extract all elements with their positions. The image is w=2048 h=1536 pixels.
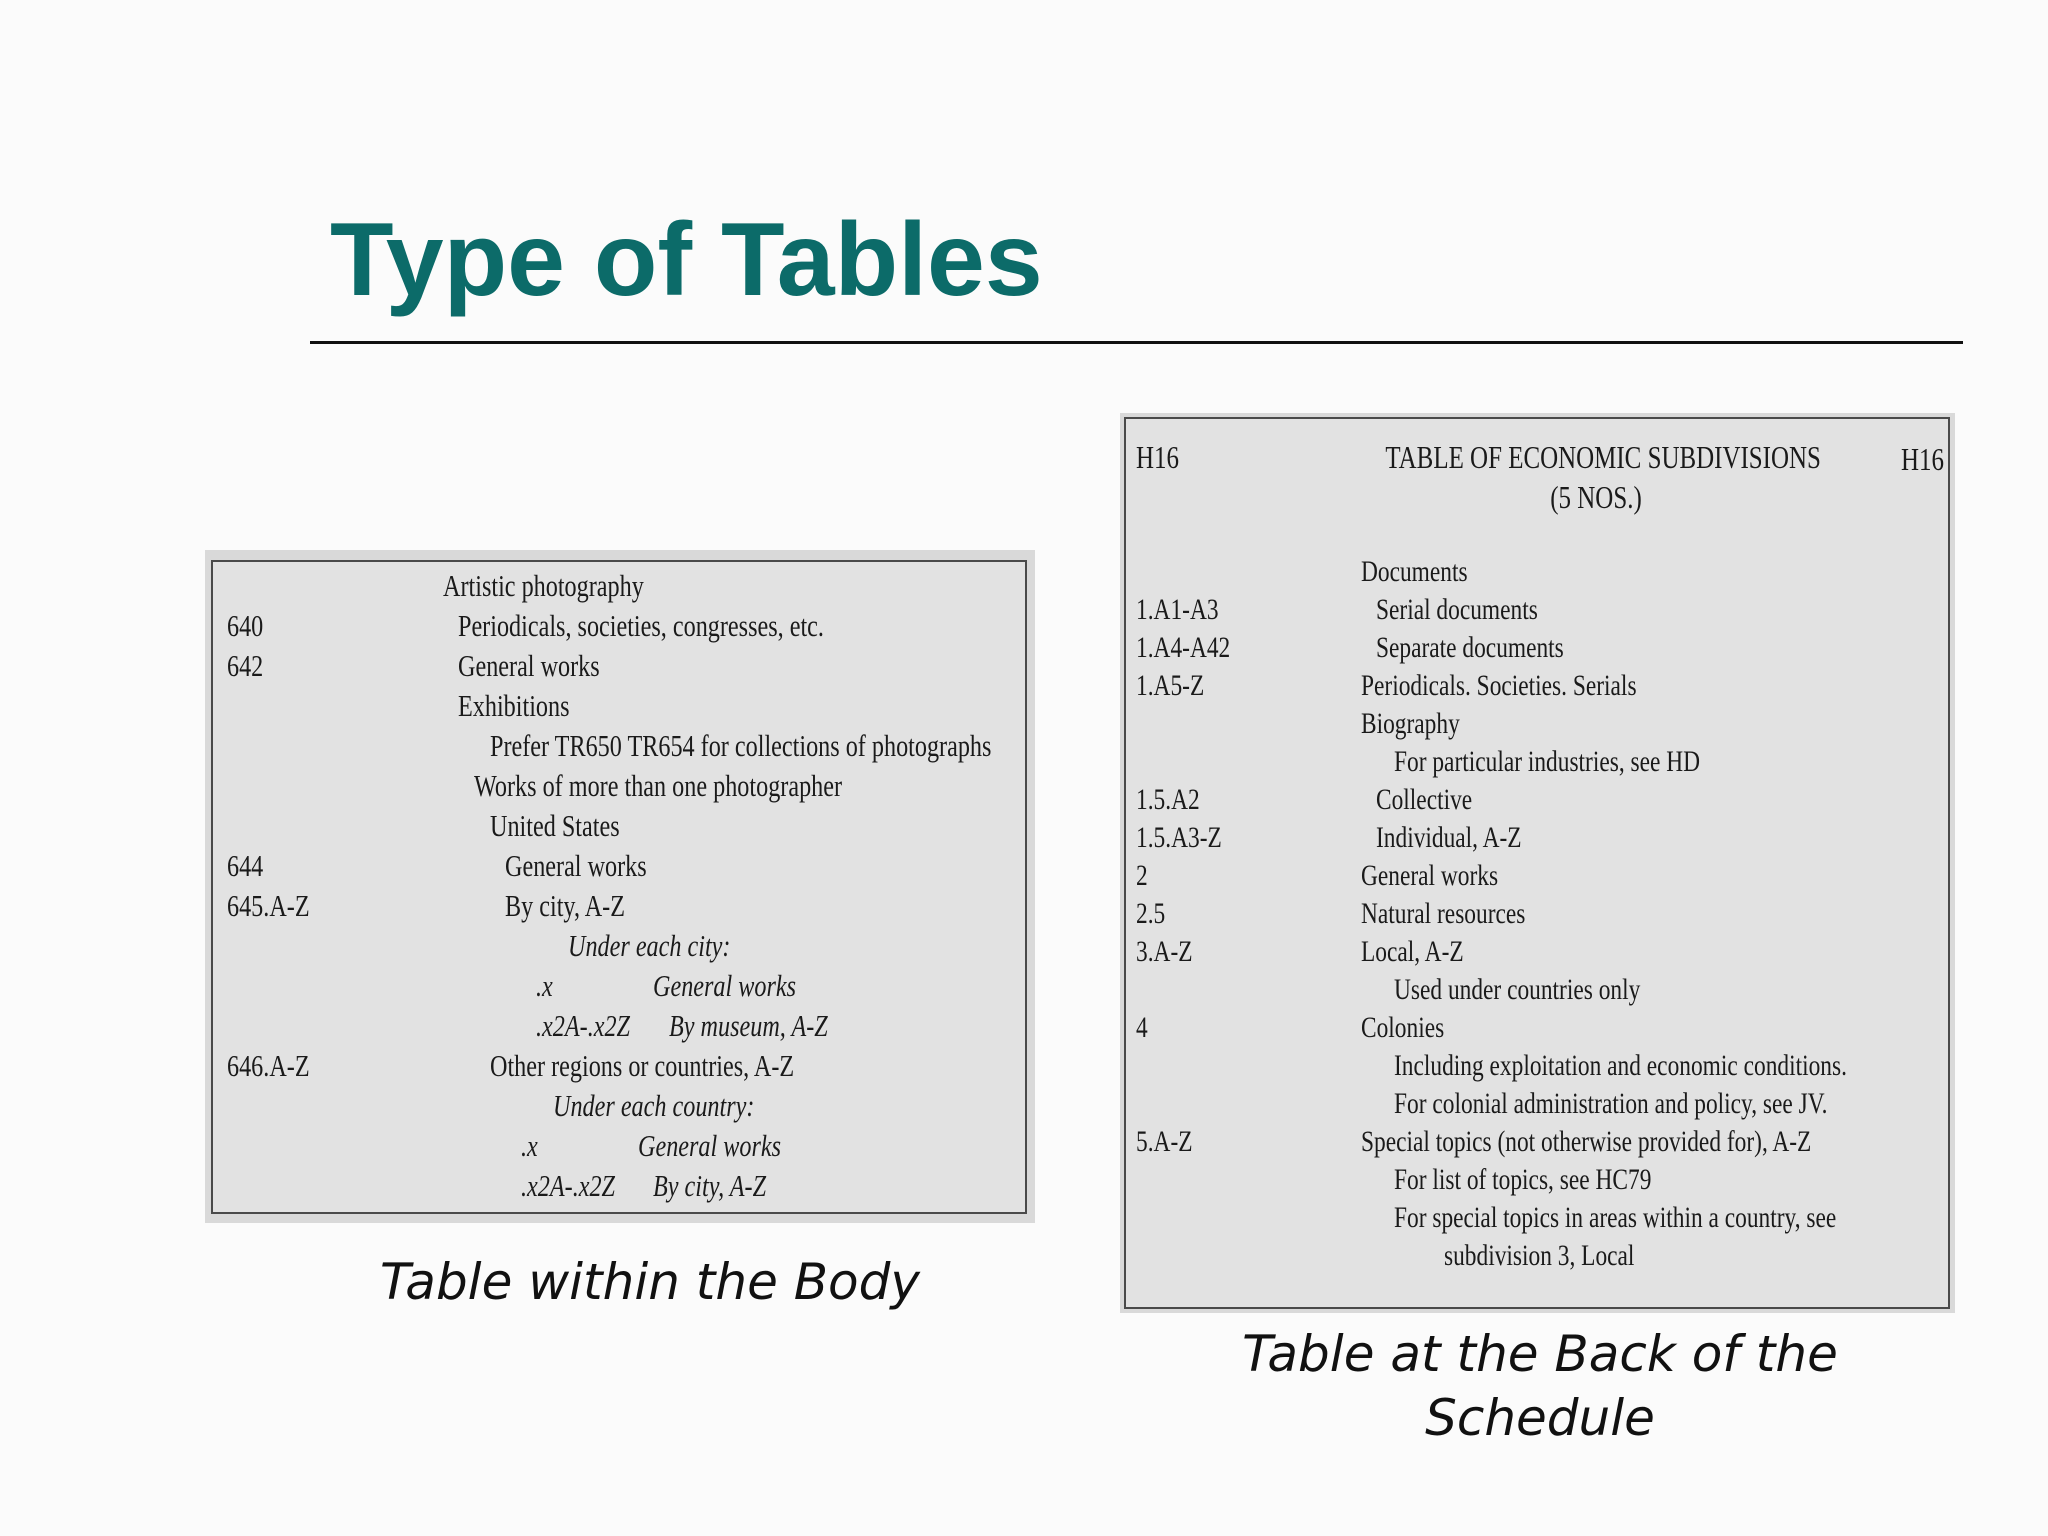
table-row-text: General works: [1361, 859, 1499, 892]
table-row-text-secondary: By city, A-Z: [653, 1168, 767, 1203]
table-row-text: Prefer TR650 TR654 for collections of photographs: [490, 728, 992, 763]
table-row-number: 645.A-Z: [227, 888, 310, 923]
table-row-number: 1.A5-Z: [1136, 669, 1205, 702]
table-row-number: 1.A1-A3: [1136, 593, 1219, 626]
table-heading: TABLE OF ECONOMIC SUBDIVISIONS: [1385, 439, 1821, 475]
slide-title: Type of Tables: [330, 202, 1043, 318]
table-row-text: United States: [490, 808, 620, 843]
table-row-number: 2: [1136, 859, 1148, 892]
table-row-text: Exhibitions: [458, 688, 570, 723]
table-row-text: Periodicals. Societies. Serials: [1361, 669, 1637, 702]
table-row-text-secondary: By museum, A-Z: [669, 1008, 828, 1043]
table-row-number: 2.5: [1136, 897, 1166, 930]
table-row-text-secondary: General works: [638, 1128, 782, 1163]
table-back-of-schedule-image: [1120, 413, 1955, 1313]
table-row-number: 5.A-Z: [1136, 1125, 1193, 1158]
table-row-number: 646.A-Z: [227, 1048, 310, 1083]
table-row-text: Colonies: [1361, 1011, 1445, 1044]
table-row-text-secondary: General works: [653, 968, 797, 1003]
table-row-text: Collective: [1376, 783, 1473, 816]
table-row-text: Local, A-Z: [1361, 935, 1464, 968]
table-row-number: 640: [227, 608, 264, 643]
table-row-text: .x2A-.x2Z: [521, 1168, 616, 1203]
table-row-text: subdivision 3, Local: [1444, 1239, 1635, 1272]
table-row-text: Used under countries only: [1394, 973, 1641, 1006]
table-row-number: 1.5.A3-Z: [1136, 821, 1222, 854]
table-row-number: 1.5.A2: [1136, 783, 1200, 816]
title-divider: [310, 341, 1963, 344]
table-subheading: (5 NOS.): [1550, 479, 1642, 515]
table-row-text: Special topics (not otherwise provided for), A-Z: [1361, 1125, 1812, 1158]
caption-table-within-body: Table within the Body: [380, 1253, 920, 1311]
table-row-text: Under each city:: [568, 928, 731, 963]
table-row-text: Serial documents: [1376, 593, 1538, 626]
table-row-text: General works: [505, 848, 647, 883]
table-row-number: 4: [1136, 1011, 1148, 1044]
table-row-text: Periodicals, societies, congresses, etc.: [458, 608, 824, 643]
table-row-number: 3.A-Z: [1136, 935, 1193, 968]
table-row-text: Artistic photography: [443, 568, 644, 603]
table-corner-right: H16: [1901, 441, 1944, 477]
table-row-text: For special topics in areas within a country, see: [1394, 1201, 1837, 1234]
table-row-number: 642: [227, 648, 264, 683]
table-row-text: .x: [536, 968, 553, 1003]
table-within-body-image: [205, 550, 1035, 1223]
table-row-text: For particular industries, see HD: [1394, 745, 1701, 778]
table-row-text: General works: [458, 648, 600, 683]
table-row-number: 1.A4-A42: [1136, 631, 1231, 664]
table-row-text: Individual, A-Z: [1376, 821, 1522, 854]
table-row-text: Under each country:: [553, 1088, 755, 1123]
table-row-number: 644: [227, 848, 264, 883]
table-row-text: By city, A-Z: [505, 888, 625, 923]
table-row-text: For colonial administration and policy, see JV.: [1394, 1087, 1828, 1120]
table-back-of-schedule-frame: [1124, 417, 1950, 1309]
table-corner-left: H16: [1136, 439, 1179, 475]
table-row-text: For list of topics, see HC79: [1394, 1163, 1652, 1196]
table-row-text: .x2A-.x2Z: [536, 1008, 631, 1043]
table-within-body-frame: [211, 560, 1027, 1214]
table-row-text: Documents: [1361, 555, 1468, 588]
table-row-text: Natural resources: [1361, 897, 1526, 930]
table-row-text: Separate documents: [1376, 631, 1564, 664]
table-row-text: Works of more than one photographer: [474, 768, 843, 803]
table-row-text: Other regions or countries, A-Z: [490, 1048, 795, 1083]
table-row-text: .x: [521, 1128, 538, 1163]
table-row-text: Biography: [1361, 707, 1460, 740]
caption-table-back-of-schedule: Table at the Back of the Schedule: [1242, 1325, 1838, 1447]
table-row-text: Including exploitation and economic conditions.: [1394, 1049, 1847, 1082]
